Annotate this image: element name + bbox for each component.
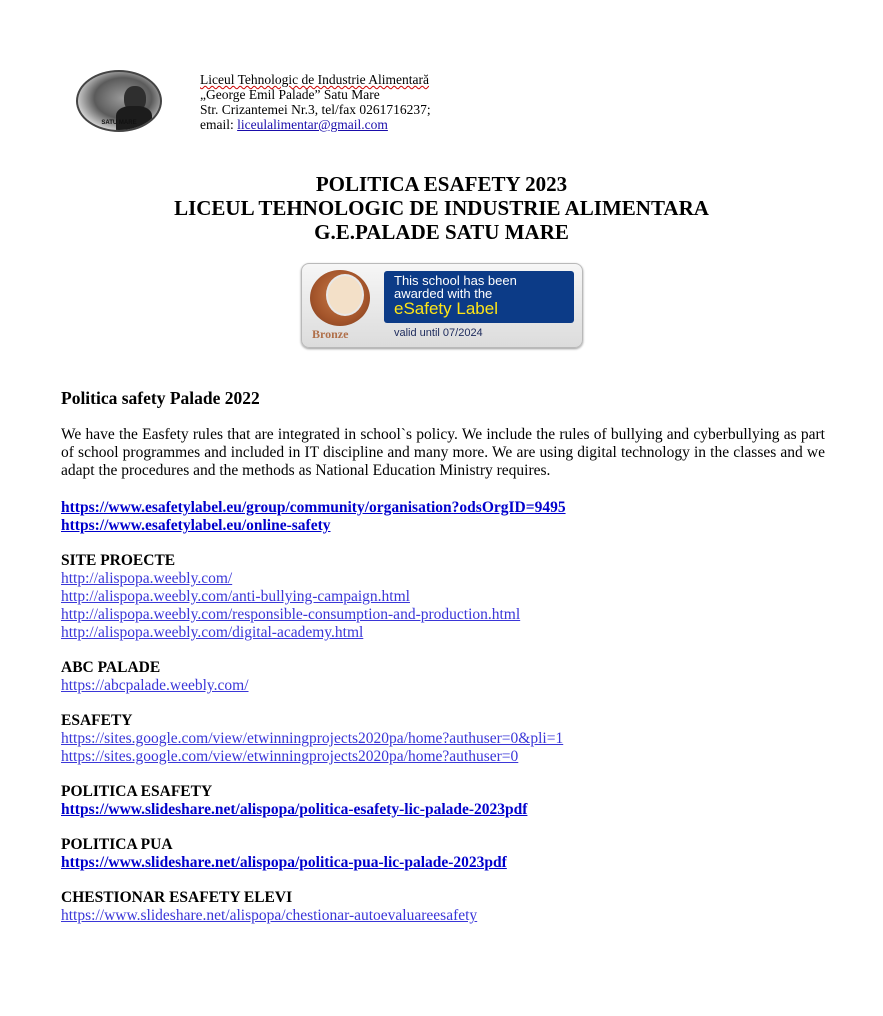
section-title: POLITICA PUA (61, 836, 173, 853)
school-logo (76, 70, 162, 132)
school-street: Str. Crizantemei Nr.3, tel/fax 0261716237; (200, 102, 431, 117)
section-title: CHESTIONAR ESAFETY ELEVI (61, 889, 293, 906)
section-abc-palade (61, 659, 825, 695)
section-chestionar (61, 889, 825, 925)
link-responsible-consumption[interactable]: http://alispopa.weebly.com/responsible-consumption-and-production.html (61, 606, 521, 623)
link-politica-esafety[interactable]: https://www.slideshare.net/alispopa/politica-esafety-lic-palade-2023pdf (61, 801, 528, 818)
esafety-label-badge (301, 263, 583, 348)
badge-validity: valid until 07/2024 (394, 327, 483, 339)
mascot-icon (326, 274, 364, 316)
link-esafety-online-safety[interactable]: https://www.esafetylabel.eu/online-safety (61, 517, 331, 534)
main-content (61, 387, 825, 942)
section-title: ESAFETY (61, 712, 133, 729)
link-etwinning-pli[interactable]: https://sites.google.com/view/etwinningprojects2020pa/home?authuser=0&pli=1 (61, 730, 564, 747)
email-line (200, 117, 431, 132)
section-title: ABC PALADE (61, 659, 161, 676)
email-label: email: (200, 117, 238, 132)
link-abcpalade[interactable]: https://abcpalade.weebly.com/ (61, 677, 249, 694)
section-heading: Politica safety Palade 2022 (61, 388, 260, 408)
badge-line-3: eSafety Label (394, 299, 498, 318)
section-esafety (61, 712, 825, 766)
portrait-body (116, 106, 152, 130)
section-site-proecte (61, 552, 825, 642)
link-etwinning[interactable]: https://sites.google.com/view/etwinningprojects2020pa/home?authuser=0 (61, 748, 519, 765)
logo-text: SATU MARE (101, 120, 137, 126)
school-subtitle: „George Emil Palade” Satu Mare (200, 87, 380, 102)
bronze-medal-icon (310, 270, 370, 326)
section-politica-pua (61, 836, 825, 872)
section-title: SITE PROECTE (61, 552, 176, 569)
section-title: POLITICA ESAFETY (61, 783, 213, 800)
badge-level: Bronze (312, 327, 349, 341)
link-anti-bullying[interactable]: http://alispopa.weebly.com/anti-bullying-campaign.html (61, 588, 410, 605)
document-title (0, 172, 883, 244)
title-line-2: LICEUL TEHNOLOGIC DE INDUSTRIE ALIMENTARA (174, 196, 709, 220)
link-politica-pua[interactable]: https://www.slideshare.net/alispopa/politica-pua-lic-palade-2023pdf (61, 854, 507, 871)
title-line-1: POLITICA ESAFETY 2023 (315, 172, 568, 196)
section-politica-esafety (61, 783, 825, 819)
school-name: Liceul Tehnologic de Industrie Alimentară (200, 72, 429, 87)
link-esafety-organisation[interactable]: https://www.esafetylabel.eu/group/community/organisation?odsOrgID=9495 (61, 499, 566, 516)
badge-line-2: awarded with the (394, 286, 493, 301)
letterhead (76, 70, 576, 136)
badge-line-1: This school has been (394, 273, 517, 288)
esafety-label-links (61, 499, 825, 535)
email-link[interactable]: liceulalimentar@gmail.com (237, 117, 388, 132)
policy-paragraph: We have the Easfety rules that are integrated in school`s policy. We include the rules of bullying and cyberbullying as part of school programmes and included in IT discipline and many more. We are using digital technology in the classes and we adapt the procedures and the methods as National Education Ministry requires. (61, 426, 825, 479)
link-digital-academy[interactable]: http://alispopa.weebly.com/digital-academy.html (61, 624, 364, 641)
link-alispopa-home[interactable]: http://alispopa.weebly.com/ (61, 570, 233, 587)
school-address (200, 72, 431, 132)
title-line-3: G.E.PALADE SATU MARE (314, 220, 569, 244)
link-chestionar[interactable]: https://www.slideshare.net/alispopa/chestionar-autoevaluareesafety (61, 907, 478, 924)
